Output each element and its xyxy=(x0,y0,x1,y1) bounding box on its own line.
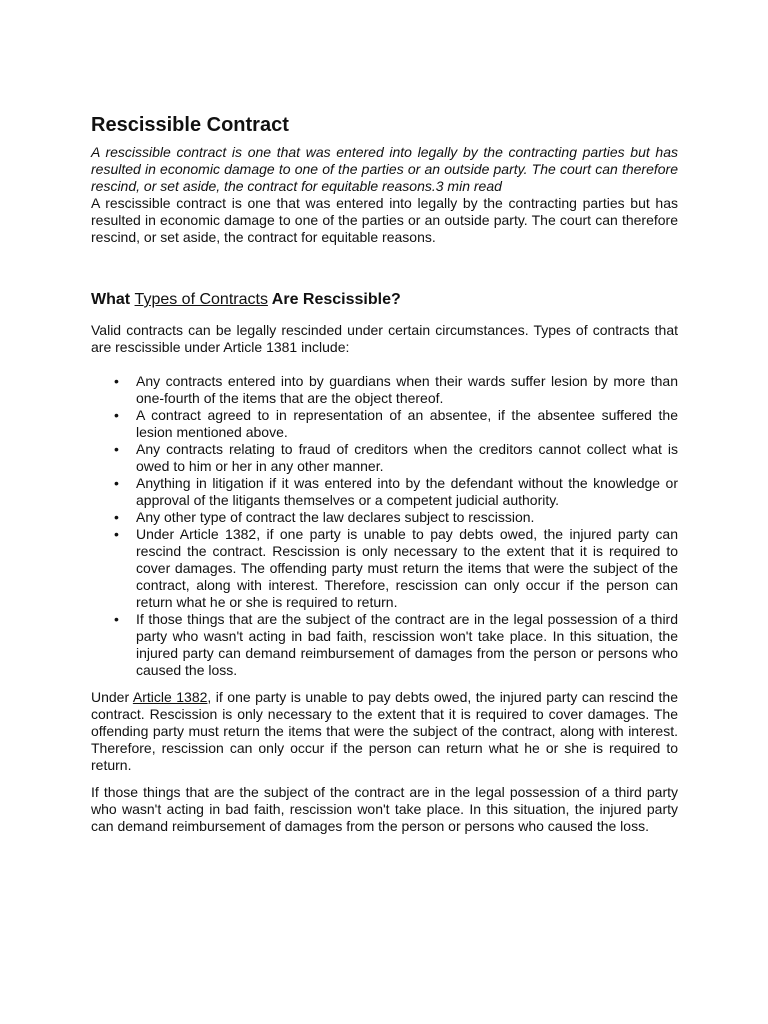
list-item-text: A contract agreed to in representation of an absentee, if the absentee suffered the lesion mentioned above. xyxy=(136,407,678,440)
bullet-icon: • xyxy=(114,475,119,491)
list-item xyxy=(91,407,678,441)
intro-italic-paragraph: A rescissible contract is one that was entered into legally by the contracting parties but has resulted in economic damage to one of the parties or an outside party. The court can therefore rescind, or set aside, the contract for equitable reasons.3 min read xyxy=(91,144,678,194)
list-item xyxy=(91,526,678,611)
types-of-contracts-link[interactable]: Types of Contracts xyxy=(134,291,268,308)
section-heading-prefix: What xyxy=(91,291,135,308)
rescissible-types-list xyxy=(91,373,678,679)
article-1382-paragraph xyxy=(91,689,678,774)
section-heading-suffix: Are Rescissible? xyxy=(267,291,401,308)
bullet-icon: • xyxy=(114,373,119,389)
list-item xyxy=(91,611,678,679)
list-item-text: If those things that are the subject of the contract are in the legal possession of a third party who wasn't acting in bad faith, rescission won't take place. In this situation, the injured party can demand reimbursement of damages from the person or persons who caused the loss. xyxy=(136,611,678,678)
list-item-text: Any other type of contract the law declares subject to rescission. xyxy=(136,509,535,525)
bullet-icon: • xyxy=(114,611,119,627)
document-title: Rescissible Contract xyxy=(91,114,289,136)
section-lead-paragraph: Valid contracts can be legally rescinded under certain circumstances. Types of contracts that are rescissible under Article 1381 include: xyxy=(91,322,678,355)
bullet-icon: • xyxy=(114,526,119,542)
article-1382-link[interactable]: Article 1382 xyxy=(132,689,208,705)
list-item-text: Any contracts entered into by guardians when their wards suffer lesion by more than one-fourth of the items that are the object thereof. xyxy=(136,373,678,406)
list-item xyxy=(91,373,678,407)
intro-paragraph: A rescissible contract is one that was entered into legally by the contracting parties but has resulted in economic damage to one of the parties or an outside party. The court can therefore rescind, or set aside, the contract for equitable reasons. xyxy=(91,195,678,245)
article-paragraph-body: , if one party is unable to pay debts owed, the injured party can rescind the contract. Rescission is only necessary to the extent that it is required to cover damages. The offending party must return the items that were the subject of the contract, along with interest. Therefore, rescission can only occur if the person can return what he or she is required to return. xyxy=(91,689,678,773)
article-paragraph-prefix: Under xyxy=(91,689,133,705)
list-item xyxy=(91,475,678,509)
bullet-icon: • xyxy=(114,509,119,525)
final-paragraph: If those things that are the subject of the contract are in the legal possession of a third party who wasn't acting in bad faith, rescission won't take place. In this situation, the injured party can demand reimbursement of damages from the person or persons who caused the loss. xyxy=(91,784,678,834)
bullet-icon: • xyxy=(114,441,119,457)
list-item-text: Any contracts relating to fraud of creditors when the creditors cannot collect what is owed to him or her in any other manner. xyxy=(136,441,678,474)
section-heading xyxy=(91,290,678,310)
list-item xyxy=(91,509,678,526)
list-item xyxy=(91,441,678,475)
bullet-icon: • xyxy=(114,407,119,423)
list-item-text: Under Article 1382, if one party is unable to pay debts owed, the injured party can rescind the contract. Rescission is only necessary to the extent that it is required to cover damages. The offending party must return the items that were the subject of the contract, along with interest. Therefore, rescission can only occur if the person can return what he or she is required to return. xyxy=(136,526,678,610)
list-item-text: Anything in litigation if it was entered into by the defendant without the knowledge or approval of the litigants themselves or a competent judicial authority. xyxy=(136,475,678,508)
